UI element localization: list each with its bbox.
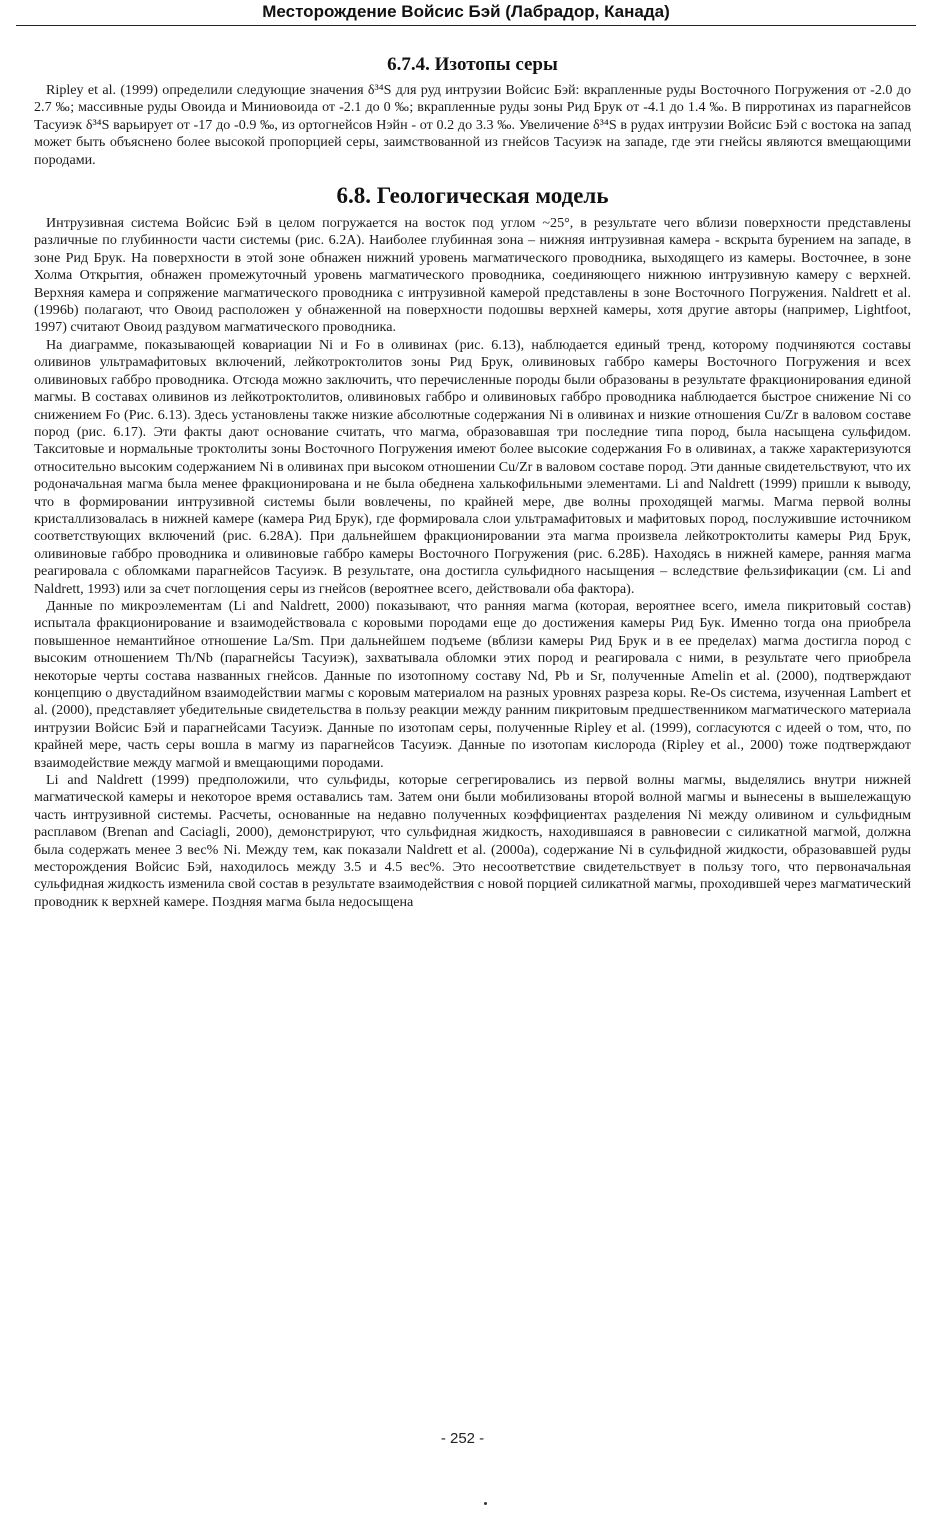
paragraph: Ripley et al. (1999) определили следующие значения δ³⁴S для руд интрузии Войсис Бэй: вкрапленные руды Восточного Погружения от -2.0 до 2.7 ‰; массивные руды Овоида и Миниовоида от -2.1 до 0 ‰; вкрапленные руды зоны Рид Брук от -4.1 до 1.4 ‰. В пирротинах из парагнейсов Тасуиэк δ³⁴S варьирует от -17 до -0.9 ‰, из ортогнейсов Нэйн - от 0.2 до 3.3 ‰. Увеличение δ³⁴S в рудах интрузии Войсис Бэй с востока на запад может быть объяснено более высокой пропорцией серы, заимствованной из гнейсов Тасуиэк на западе, где эти гнейсы являются вмещающими породами. <box>34 82 911 168</box>
page-content <box>34 52 911 911</box>
scan-dot <box>484 1502 487 1505</box>
running-header: Месторождение Войсис Бэй (Лабрадор, Канада) <box>16 0 916 26</box>
section-title-6-7-4: 6.7.4. Изотопы серы <box>387 54 558 75</box>
paragraph: Li and Naldrett (1999) предположили, что сульфиды, которые сегрегировались из первой волны магмы, выделялись внутри нижней магматической камеры и некоторое время оставались там. Затем они были мобилизованы второй волной магмы и вынесены в вышележащую часть интрузивной системы. Расчеты, основанные на недавно полученных коэффициентах разделения Ni между оливином и сульфидным расплавом (Brenan and Caciagli, 2000), демонстрируют, что сульфидная жидкость, находившаяся в равновесии с силикатной магмой, должна была содержать менее 3 вес% Ni. Между тем, как показали Naldrett et al. (2000a), содержание Ni в сульфидной жидкости, образовавшей руды месторождения Войсис Бэй, находилось между 3.5 и 4.5 вес%. Это несоответствие свидетельствует в пользу того, что первоначальная сульфидная жидкость изменила свой состав в результате взаимодействия с новой порцией силикатной магмы, проходившей через магматический проводник к верхней камере. Поздняя магма была недосыщена <box>34 772 911 910</box>
paragraph: Интрузивная система Войсис Бэй в целом погружается на восток под углом ~25°, в результате чего вблизи поверхности представлены различные по глубинности части системы (рис. 6.2А). Наиболее глубинная зона – нижняя интрузивная камера - вскрыта бурением на западе, в зоне Рид Брук. На поверхности в этой зоне обнажен нижний уровень магматического проводника, выходящего из камеры. Восточнее, в зоне Холма Открытия, обнажен промежуточный уровень магматического проводника, соединяющего нижнюю интрузивную камеру с верхней. Верхняя камера и сопряжение магматического проводника с интрузивной камерой представлены в зоне Восточного Погружения. Naldrett et al. (1996b) полагают, что Овоид расположен у обнаженной на поверхности подошвы верхней камеры, хотя другие авторы (например, Lightfoot, 1997) считают Овоид раздувом магматического проводника. <box>34 215 911 336</box>
section-title-6-8: 6.8. Геологическая модель <box>336 183 609 209</box>
page-number: - 252 - <box>440 1430 485 1447</box>
paragraph: На диаграмме, показывающей ковариации Ni и Fo в оливинах (рис. 6.13), наблюдается единый тренд, которому подчиняются составы оливинов ультрамафитовых включений, лейкотроктолитов зоны Рид Брук, оливиновых габбро камеры Восточного Погружения и всех оливиновых габбро проводника. Отсюда можно заключить, что перечисленные породы были образованы в результате фракционирования единой магмы. В составах оливинов из лейкотроктолитов, оливиновых габбро и оливиновых габбро проводника наблюдается быстрое снижение Ni со снижением Fo (Рис. 6.13). Здесь установлены также низкие абсолютные содержания Ni в оливинах и низкие отношения Cu/Zr в валовом составе пород (рис. 6.17). Эти факты дают основание считать, что магма, образовавшая три последние типа пород, была насыщена сульфидом. Такситовые и нормальные троктолиты зоны Восточного Погружения имеют более высокие содержания Fo в оливинах, а также характеризуются относительно высоким содержанием Ni в оливинах при высоком отношении Cu/Zr в валовом составе пород. Эти данные свидетельствуют, что их родоначальная магма была менее фракционирована и не была обеднена халькофильными элементами. Li and Naldrett (1999) пришли к выводу, что в формировании интрузивной системы были вовлечены, по крайней мере, две волны проходящей магмы. Магма первой волны кристаллизовалась в нижней камере (камера Рид Брук), где формировала слои ультрамафитовых и мафитовых пород, послужившие источником соответствующих включений (рис. 6.28А). При дальнейшем фракционировании эта магма произвела лейкотроктолиты камеры Рид Брук, оливиновые габбро проводника и оливиновые габбро камеры Восточного Погружения (рис. 6.28Б). Находясь в нижней камере, ранняя магма реагировала с обломками парагнейсов Тасуиэк. В результате, она достигла сульфидного насыщения – вследствие фельзификации (см. Li and Naldrett, 1993) или за счет поглощения серы из гнейсов (вероятнее всего, действовали оба фактора). <box>34 336 911 597</box>
paragraph: Данные по микроэлементам (Li and Naldrett, 2000) показывают, что ранняя магма (которая, вероятнее всего, имела пикритовый состав) испытала фракционирование и взаимодействовала с коровыми породами еще до достижения камеры Рид Бук. Именно тогда она приобрела повышенное немантийное отношение La/Sm. При дальнейшем подъеме (вблизи камеры Рид Брук и в ее пределах) магма достигла пород с высоким отношением Th/Nb (парагнейсы Тасуиэк), захватывала обломки этих пород и реагировала с ними, в результате чего приобрела некоторые черты состава названных гнейсов. Данные по изотопному составу Nd, Pb и Sr, полученные Amelin et al. (2000), подтверждают концепцию о двустадийном взаимодействии магмы с коровым материалом на разных уровнях разреза коры. Re-Os система, изученная Lambert et al. (2000), представляет убедительные свидетельства в пользу реакции между ранним пикритовым предшественником магматического материала интрузии Войсис Бэй и парагнейсами Тасуиэк. Данные по изотопам серы, полученные Ripley et al. (1999), согласуются с идеей о том, что, по крайней мере, часть серы вошла в магму из парагнейсов Тасуиэк. Данные по изотопам кислорода (Ripley et al., 2000) тоже подтверждают взаимодействие между магмой и вмещающими породами. <box>34 597 911 771</box>
